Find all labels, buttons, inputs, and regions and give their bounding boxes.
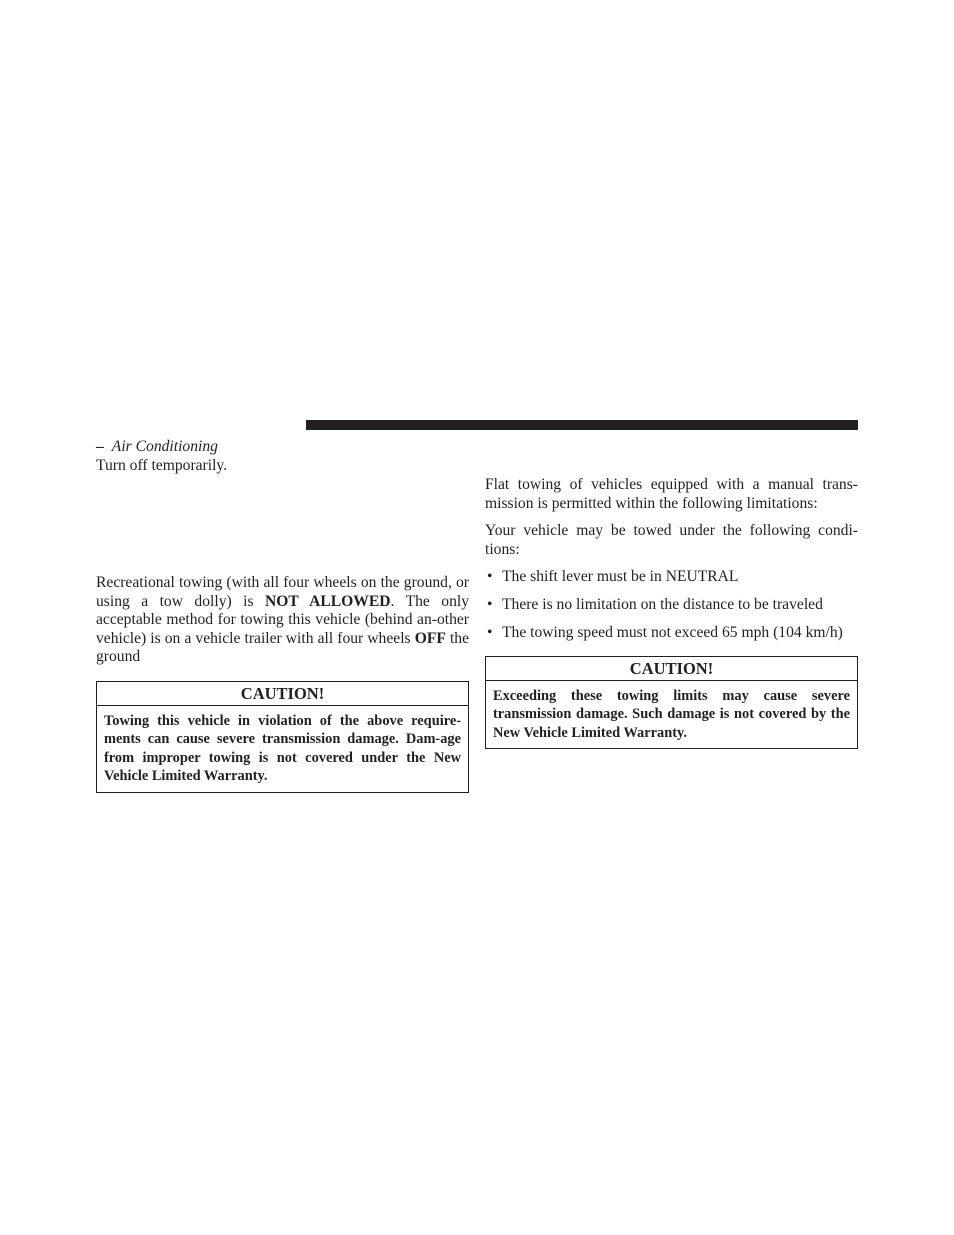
caution-title: CAUTION!	[486, 657, 857, 681]
section-header-bar	[306, 420, 858, 430]
conditions-list	[485, 568, 858, 643]
caution-text: Exceeding these towing limits may cause severe transmission damage. Such damage is not covered by the New Vehicle Limited Warranty.	[493, 687, 850, 741]
para-bold-off: OFF	[414, 629, 446, 647]
para-text-3: the ground	[96, 629, 469, 665]
sub-item-text: Turn off temporarily.	[96, 456, 228, 474]
para-text-2: . The only acceptable method for towing this vehicle (behind an-other vehicle) is on a vehicle trailer with all four wheels	[96, 592, 470, 647]
flat-towing-paragraph: Flat towing of vehicles equipped with a manual trans-mission is permitted within the following limitations:	[485, 476, 858, 512]
recreational-towing-paragraph	[96, 574, 469, 667]
sub-item-dash: –	[96, 438, 104, 455]
left-column	[96, 438, 469, 793]
sub-item-heading	[96, 438, 469, 457]
caution-box-left	[96, 681, 469, 793]
para-text-1: Recreational towing (with all four wheels on the ground, or using a tow dolly) is	[96, 574, 469, 610]
caution-box-right	[485, 656, 858, 750]
conditions-paragraph: Your vehicle may be towed under the following condi-tions:	[485, 522, 858, 558]
list-item-text: The shift lever must be in NEUTRAL	[502, 568, 739, 585]
list-item: • The towing speed must not exceed 65 mph (104 km/h)	[487, 624, 843, 641]
sub-item-label: Air Conditioning	[111, 438, 218, 455]
list-item-text: The towing speed must not exceed 65 mph (104 km/h)	[502, 624, 843, 641]
right-column	[485, 476, 858, 749]
caution-title: CAUTION!	[97, 682, 468, 706]
para-bold-not-allowed: NOT ALLOWED	[264, 592, 391, 610]
list-item: • The shift lever must be in NEUTRAL	[487, 568, 739, 585]
list-item-text: There is no limitation on the distance to be traveled	[502, 596, 823, 613]
list-item: • There is no limitation on the distance to be traveled	[487, 596, 823, 613]
caution-text: Towing this vehicle in violation of the above require-ments can cause severe transmission damage. Dam-age from improper towing is not covered under the New Vehicle Limited Warranty.	[104, 712, 461, 784]
